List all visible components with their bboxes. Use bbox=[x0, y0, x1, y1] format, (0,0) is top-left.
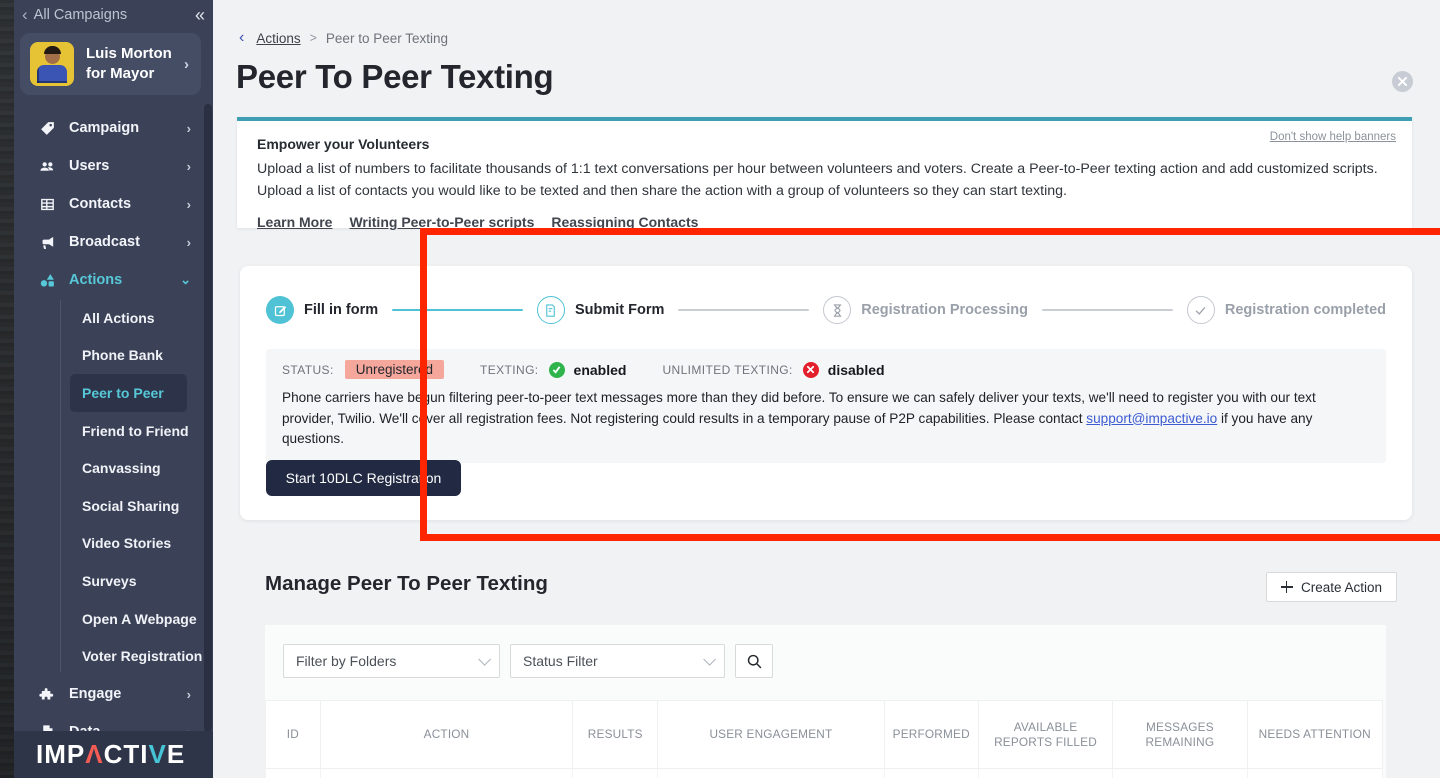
sidebar-item-engage[interactable]: Engage › bbox=[14, 675, 213, 713]
back-chevron-icon: ‹ bbox=[22, 5, 28, 24]
help-banner-links bbox=[257, 214, 1392, 230]
step-registration-processing: Registration Processing bbox=[823, 296, 1028, 324]
help-banner-body: Upload a list of numbers to facilitate thousands of 1:1 text conversations per hour between volunteers and voters. Create a Peer-to-Peer texting action and add customized scripts. Upload a list of contacts you would like to be texted and then share the action with a group of volunteers so they can start texting. bbox=[257, 161, 1378, 199]
texting-value: enabled bbox=[573, 361, 627, 378]
close-icon[interactable] bbox=[1392, 71, 1413, 92]
step-connector bbox=[392, 309, 523, 311]
chevron-down-icon bbox=[703, 653, 716, 666]
plus-icon bbox=[1281, 581, 1293, 593]
folders-filter-select[interactable]: Filter by Folders bbox=[283, 644, 500, 678]
filter-bar bbox=[265, 625, 1386, 678]
support-email-link[interactable]: support@impactive.io bbox=[1086, 410, 1218, 426]
enabled-check-icon bbox=[549, 362, 565, 378]
col-results: RESULTS bbox=[573, 701, 658, 769]
col-needs-attention: NEEDS ATTENTION bbox=[1247, 701, 1382, 769]
sidebar-item-actions[interactable]: Actions ⌄ bbox=[14, 261, 213, 299]
start-10dlc-registration-button[interactable]: Start 10DLC Registration bbox=[266, 460, 461, 496]
manage-section-title: Manage Peer To Peer Texting bbox=[265, 572, 548, 595]
subnav-video-stories[interactable]: Video Stories bbox=[82, 535, 172, 552]
sidebar-item-users[interactable]: Users › bbox=[14, 147, 213, 185]
impactive-logo: IMPΛCTIVE bbox=[36, 739, 186, 769]
sidebar-item-campaign[interactable]: Campaign › bbox=[14, 109, 213, 147]
campaign-name: Luis Morton for Mayor bbox=[86, 45, 172, 82]
search-button[interactable] bbox=[735, 644, 773, 678]
col-user-engagement: USER ENGAGEMENT bbox=[658, 701, 884, 769]
unlimited-texting-label: UNLIMITED TEXTING: bbox=[662, 362, 793, 377]
step-registration-completed: Registration completed bbox=[1187, 296, 1386, 324]
table-header-row bbox=[266, 701, 1383, 769]
contacts-table-icon bbox=[38, 195, 56, 213]
create-action-button[interactable]: Create Action bbox=[1266, 572, 1397, 602]
sidebar bbox=[14, 0, 213, 778]
status-label: STATUS: bbox=[282, 362, 334, 377]
status-badge: Unregistered bbox=[345, 360, 444, 379]
dismiss-help-banners-link[interactable]: Don't show help banners bbox=[1269, 131, 1396, 143]
table-row[interactable] bbox=[266, 769, 1383, 778]
col-action: ACTION bbox=[320, 701, 573, 769]
col-available-reports: AVAILABLE REPORTS FILLED bbox=[978, 701, 1112, 769]
step-connector bbox=[1042, 309, 1173, 311]
registration-notice: Phone carriers have begun filtering peer-to-peer text messages more than they did before. To ensure we can safely deliver your texts, we'll need to register you with our text provider, Twilio. We'll cover all registration fees. Not registering could results in a temporary pause of P2P capabilities. Please contact support@impactive.io if you have any questions. bbox=[282, 390, 1316, 446]
reassigning-contacts-link[interactable]: Reassigning Contacts bbox=[551, 214, 699, 230]
registration-stepper bbox=[240, 266, 1412, 324]
breadcrumb-actions-link[interactable]: Actions bbox=[256, 30, 301, 46]
step-fill-in-form: Fill in form bbox=[266, 296, 378, 324]
unlimited-texting-value: disabled bbox=[827, 361, 885, 378]
chevron-down-icon bbox=[478, 653, 491, 666]
megaphone-icon bbox=[38, 233, 56, 251]
page-title: Peer To Peer Texting bbox=[236, 58, 554, 95]
registration-status-box bbox=[266, 349, 1386, 463]
sidebar-footer bbox=[14, 731, 213, 778]
col-performed: PERFORMED bbox=[884, 701, 978, 769]
status-row bbox=[282, 360, 1370, 379]
shapes-icon bbox=[38, 271, 56, 289]
actions-table-panel bbox=[265, 625, 1386, 778]
sidebar-item-broadcast[interactable]: Broadcast › bbox=[14, 223, 213, 261]
step-submit-form: Submit Form bbox=[537, 296, 664, 324]
subnav-open-a-webpage[interactable]: Open A Webpage bbox=[82, 610, 197, 627]
help-banner-title: Empower your Volunteers bbox=[257, 136, 430, 152]
actions-subnav bbox=[14, 299, 213, 675]
desktop-background-strip bbox=[0, 0, 14, 778]
users-icon bbox=[38, 157, 56, 175]
sidebar-nav bbox=[14, 109, 213, 299]
status-filter-select[interactable]: Status Filter bbox=[510, 644, 725, 678]
breadcrumb-back-icon[interactable]: ‹ bbox=[239, 29, 245, 46]
step-connector bbox=[678, 309, 809, 311]
writing-scripts-link[interactable]: Writing Peer-to-Peer scripts bbox=[349, 214, 535, 230]
manage-header-row bbox=[265, 572, 1397, 602]
subnav-peer-to-peer[interactable]: Peer to Peer bbox=[70, 374, 187, 412]
document-check-icon bbox=[537, 296, 565, 324]
disabled-cross-icon bbox=[803, 362, 819, 378]
collapse-sidebar-icon[interactable]: « bbox=[194, 4, 203, 25]
subnav-social-sharing[interactable]: Social Sharing bbox=[82, 497, 180, 514]
subnav-all-actions[interactable]: All Actions bbox=[82, 309, 155, 326]
help-banner bbox=[237, 117, 1412, 228]
chevron-right-icon: › bbox=[184, 55, 189, 73]
check-icon bbox=[1187, 296, 1215, 324]
learn-more-link[interactable]: Learn More bbox=[257, 214, 333, 230]
search-icon bbox=[746, 653, 763, 670]
campaign-profile-card[interactable] bbox=[20, 33, 201, 95]
main-content bbox=[213, 0, 1440, 778]
subnav-phone-bank[interactable]: Phone Bank bbox=[82, 347, 163, 364]
edit-icon bbox=[266, 296, 294, 324]
breadcrumb-separator: > bbox=[309, 31, 317, 45]
subnav-friend-to-friend[interactable]: Friend to Friend bbox=[82, 422, 189, 439]
texting-label: TEXTING: bbox=[480, 362, 539, 377]
breadcrumb-current: Peer to Peer Texting bbox=[325, 30, 448, 46]
sidebar-item-contacts[interactable]: Contacts › bbox=[14, 185, 213, 223]
chevron-down-icon: ⌄ bbox=[180, 272, 191, 287]
actions-table bbox=[265, 700, 1383, 778]
puzzle-icon bbox=[38, 685, 56, 703]
tag-icon bbox=[38, 119, 56, 137]
col-messages-remaining: MESSAGES REMAINING bbox=[1113, 701, 1247, 769]
breadcrumb bbox=[239, 29, 448, 47]
all-campaigns-label: All Campaigns bbox=[33, 7, 128, 23]
subnav-canvassing[interactable]: Canvassing bbox=[82, 460, 161, 477]
all-campaigns-back[interactable] bbox=[14, 2, 213, 28]
avatar bbox=[30, 42, 74, 86]
registration-card bbox=[240, 266, 1412, 520]
subnav-surveys[interactable]: Surveys bbox=[82, 572, 137, 589]
col-id: ID bbox=[266, 701, 321, 769]
hourglass-icon bbox=[823, 296, 851, 324]
subnav-voter-registration[interactable]: Voter Registration bbox=[82, 648, 203, 665]
